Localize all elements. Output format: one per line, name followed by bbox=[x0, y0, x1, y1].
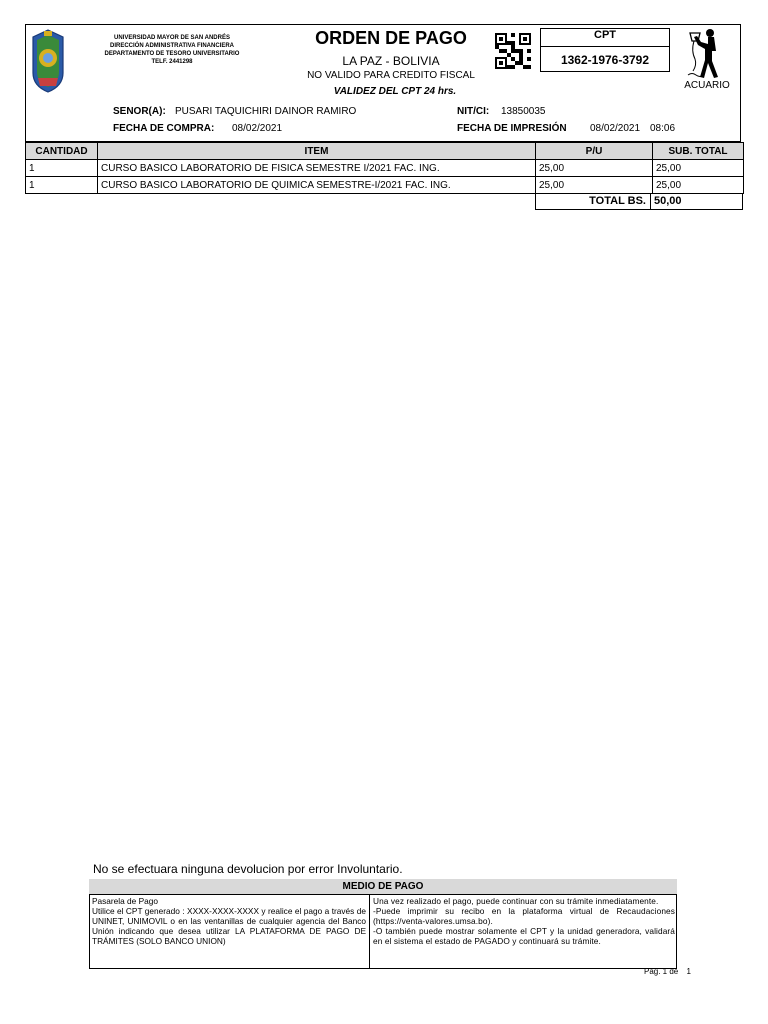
payment-instructions: Pasarela de Pago Utilice el CPT generado : XXXX-XXXX-XXXX y realice el pago a través de UNINET, UNIMOVIL o en las ventanillas de cualquier agencia del Banco Unión indicando que desea utilizar LA PLATAFORMA DE PAGO DE TRÁMITES (SOLO BANCO UNION) bbox=[92, 896, 366, 946]
refund-note: No se efectuara ninguna devolucion por error Involuntario. bbox=[93, 862, 403, 876]
items-table bbox=[25, 142, 744, 194]
print-date-label: FECHA DE IMPRESIÓN bbox=[457, 123, 567, 134]
cell-subtotal: 25,00 bbox=[653, 177, 744, 194]
column-header-pu: P/U bbox=[536, 143, 653, 160]
university-department: DEPARTAMENTO DE TESORO UNIVERSITARIO bbox=[104, 51, 240, 57]
zodiac-label: ACUARIO bbox=[684, 80, 730, 91]
cpt-divider bbox=[540, 46, 670, 47]
customer-name-value: PUSARI TAQUICHIRI DAINOR RAMIRO bbox=[175, 106, 357, 117]
validity-note: VALIDEZ DEL CPT 24 hrs. bbox=[333, 86, 457, 97]
fiscal-note: NO VALIDO PARA CREDITO FISCAL bbox=[307, 70, 475, 81]
payment-method-divider bbox=[369, 895, 370, 969]
print-date-value: 08/02/2021 bbox=[590, 123, 641, 134]
cpt-number: 1362-1976-3792 bbox=[560, 53, 650, 67]
page-total: 1 bbox=[686, 967, 691, 976]
column-header-item: ITEM bbox=[98, 143, 536, 160]
table-row bbox=[26, 177, 744, 194]
cell-quantity: 1 bbox=[26, 160, 98, 177]
document-title: ORDEN DE PAGO bbox=[315, 28, 467, 48]
university-direction: DIRECCIÓN ADMINISTRATIVA FINANCIERA bbox=[110, 43, 234, 49]
nit-value: 13850035 bbox=[501, 106, 546, 117]
purchase-date-value: 08/02/2021 bbox=[232, 123, 283, 134]
cell-unit-price: 25,00 bbox=[536, 177, 653, 194]
payment-followup: Una vez realizado el pago, puede continuar con su trámite inmediatamente. -Puede imprimir su recibo en la plataforma virtual de Recaudaciones (https://venta-valores.umsa.bo). -O también puede mostrar solamente el CPT y la unidad generadora, validará en el sistema el estado de PAGADO y continuará su trámite. bbox=[373, 896, 675, 946]
table-header-row bbox=[26, 143, 744, 160]
university-heading bbox=[92, 34, 252, 66]
total-label: TOTAL BS. bbox=[535, 193, 651, 210]
cell-item: CURSO BASICO LABORATORIO DE QUIMICA SEMESTRE-I/2021 FAC. ING. bbox=[98, 177, 536, 194]
nit-label: NIT/CI: bbox=[457, 106, 490, 117]
qr-code-icon bbox=[495, 33, 531, 69]
university-name: UNIVERSIDAD MAYOR DE SAN ANDRÉS bbox=[114, 35, 230, 41]
cell-item: CURSO BASICO LABORATORIO DE FISICA SEMESTRE I/2021 FAC. ING. bbox=[98, 160, 536, 177]
table-row bbox=[26, 160, 744, 177]
payment-method-header: MEDIO DE PAGO bbox=[89, 879, 677, 895]
cell-quantity: 1 bbox=[26, 177, 98, 194]
page-indicator bbox=[644, 967, 691, 976]
cell-subtotal: 25,00 bbox=[653, 160, 744, 177]
page-label: Pag. 1 de bbox=[644, 967, 679, 976]
cpt-label: CPT bbox=[594, 29, 616, 41]
print-time-value: 08:06 bbox=[650, 123, 676, 134]
column-header-subtotal: SUB. TOTAL bbox=[653, 143, 744, 160]
aquarius-icon bbox=[686, 27, 730, 81]
customer-name-label: SENOR(A): bbox=[113, 106, 166, 117]
total-value: 50,00 bbox=[651, 193, 743, 210]
university-phone: TELF. 2441298 bbox=[151, 59, 193, 65]
document-location: LA PAZ - BOLIVIA bbox=[342, 54, 440, 68]
purchase-date-label: FECHA DE COMPRA: bbox=[113, 123, 215, 134]
cell-unit-price: 25,00 bbox=[536, 160, 653, 177]
university-seal-icon bbox=[30, 28, 66, 94]
column-header-cantidad: CANTIDAD bbox=[26, 143, 98, 160]
